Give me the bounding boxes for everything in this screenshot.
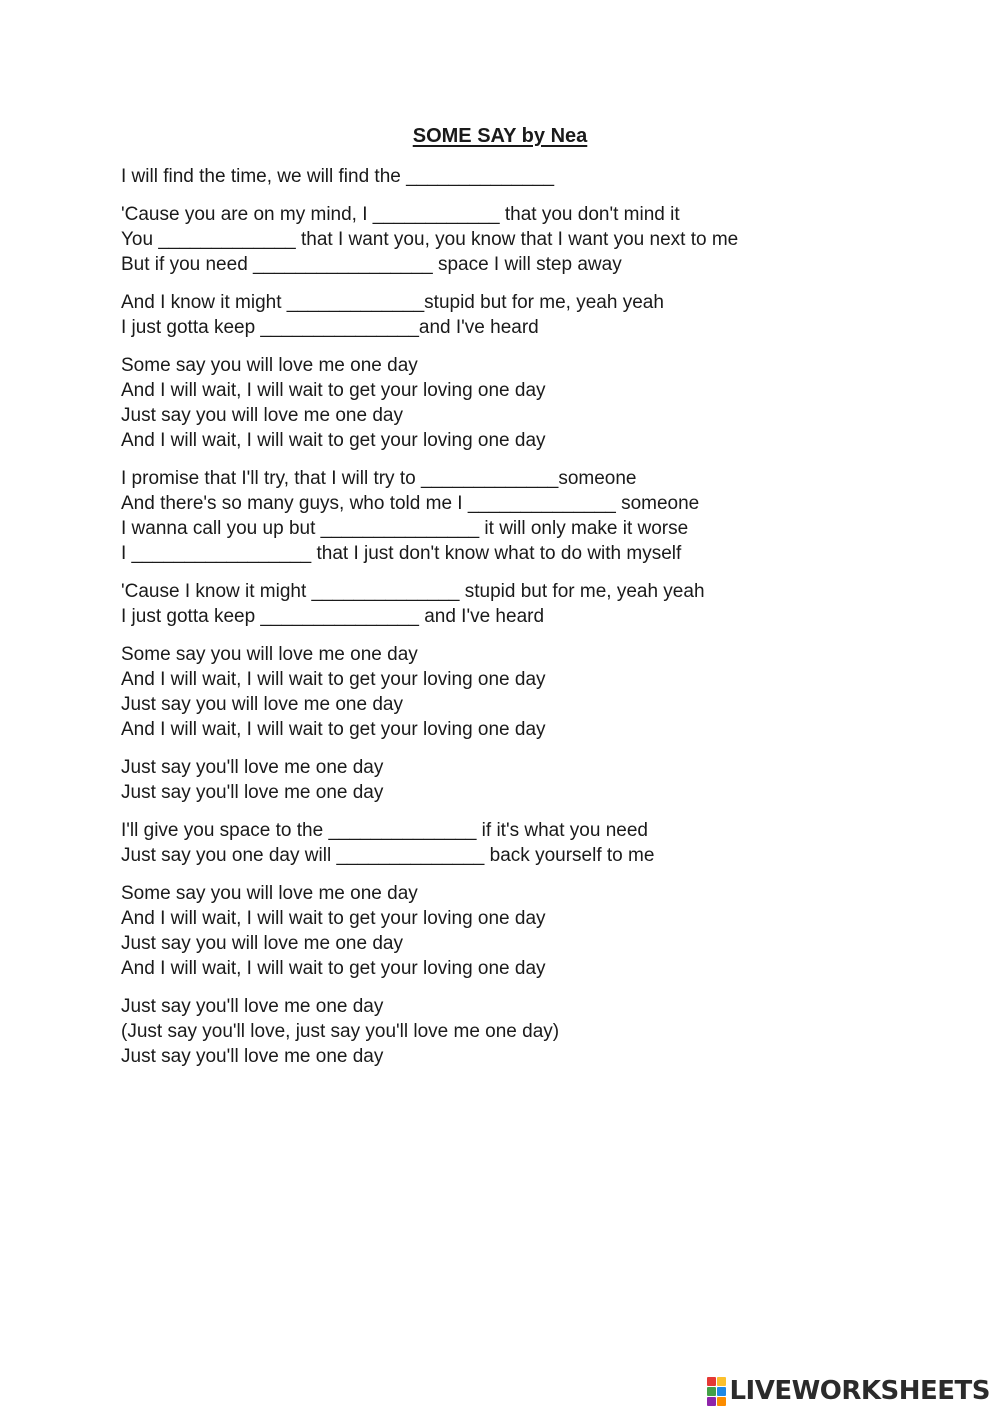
logo-square	[717, 1397, 726, 1406]
stanza	[121, 881, 921, 981]
stanza	[121, 353, 921, 453]
lyric-line: Just say you'll love me one day	[121, 1046, 384, 1067]
lyric-line: And I know it might _____________stupid but for me, yeah yeah	[121, 292, 664, 313]
worksheet-title: SOME SAY by Nea	[412, 125, 588, 147]
lyric-line: But if you need _________________ space I will step away	[121, 254, 622, 275]
lyric-line: And I will wait, I will wait to get your loving one day	[121, 958, 546, 979]
lyric-line: Just say you will love me one day	[121, 405, 403, 426]
stanza	[121, 202, 921, 277]
lyric-line: I wanna call you up but _______________ it will only make it worse	[121, 518, 689, 539]
lyric-line: 'Cause I know it might ______________ stupid but for me, yeah yeah	[121, 581, 705, 602]
stanza	[121, 466, 921, 566]
lyrics-body	[121, 164, 921, 1082]
lyric-line: Just say you'll love me one day	[121, 757, 384, 778]
logo-square	[707, 1397, 716, 1406]
stanza	[121, 994, 921, 1069]
lyric-line: Just say you one day will ______________ back yourself to me	[121, 845, 655, 866]
lyric-line: And I will wait, I will wait to get your loving one day	[121, 669, 546, 690]
lyric-line: And there's so many guys, who told me I ______________ someone	[121, 493, 700, 514]
lyric-line: I just gotta keep _______________and I've heard	[121, 317, 539, 338]
lyric-line: I just gotta keep _______________ and I've heard	[121, 606, 545, 627]
lyric-line: I will find the time, we will find the ______________	[121, 166, 555, 187]
liveworksheets-logo	[707, 1375, 990, 1407]
stanza	[121, 290, 921, 340]
lyric-line: Some say you will love me one day	[121, 883, 418, 904]
logo-text: LIVEWORKSHEETS	[729, 1376, 990, 1406]
lyric-line: I _________________ that I just don't know what to do with myself	[121, 543, 682, 564]
logo-square	[707, 1377, 716, 1386]
logo-square	[717, 1387, 726, 1396]
stanza	[121, 579, 921, 629]
lyric-line: And I will wait, I will wait to get your loving one day	[121, 908, 546, 929]
lyric-line: You _____________ that I want you, you know that I want you next to me	[121, 229, 739, 250]
lyric-line: And I will wait, I will wait to get your loving one day	[121, 430, 546, 451]
lyric-line: Just say you'll love me one day	[121, 782, 384, 803]
lyric-line: Some say you will love me one day	[121, 355, 418, 376]
logo-square	[707, 1387, 716, 1396]
lyric-line: I promise that I'll try, that I will try to _____________someone	[121, 468, 637, 489]
lyric-line: Just say you will love me one day	[121, 933, 403, 954]
lyric-line: 'Cause you are on my mind, I ____________ that you don't mind it	[121, 204, 680, 225]
stanza	[121, 818, 921, 868]
lyric-line: (Just say you'll love, just say you'll love me one day)	[121, 1021, 560, 1042]
lyric-line: And I will wait, I will wait to get your loving one day	[121, 719, 546, 740]
stanza	[121, 164, 921, 189]
lyric-line: Just say you will love me one day	[121, 694, 403, 715]
stanza	[121, 642, 921, 742]
lyric-line: Some say you will love me one day	[121, 644, 418, 665]
stanza	[121, 755, 921, 805]
lyric-line: I'll give you space to the ______________ if it's what you need	[121, 820, 648, 841]
liveworksheets-logo-icon	[707, 1377, 726, 1406]
lyric-line: And I will wait, I will wait to get your loving one day	[121, 380, 546, 401]
lyric-line: Just say you'll love me one day	[121, 996, 384, 1017]
logo-square	[717, 1377, 726, 1386]
